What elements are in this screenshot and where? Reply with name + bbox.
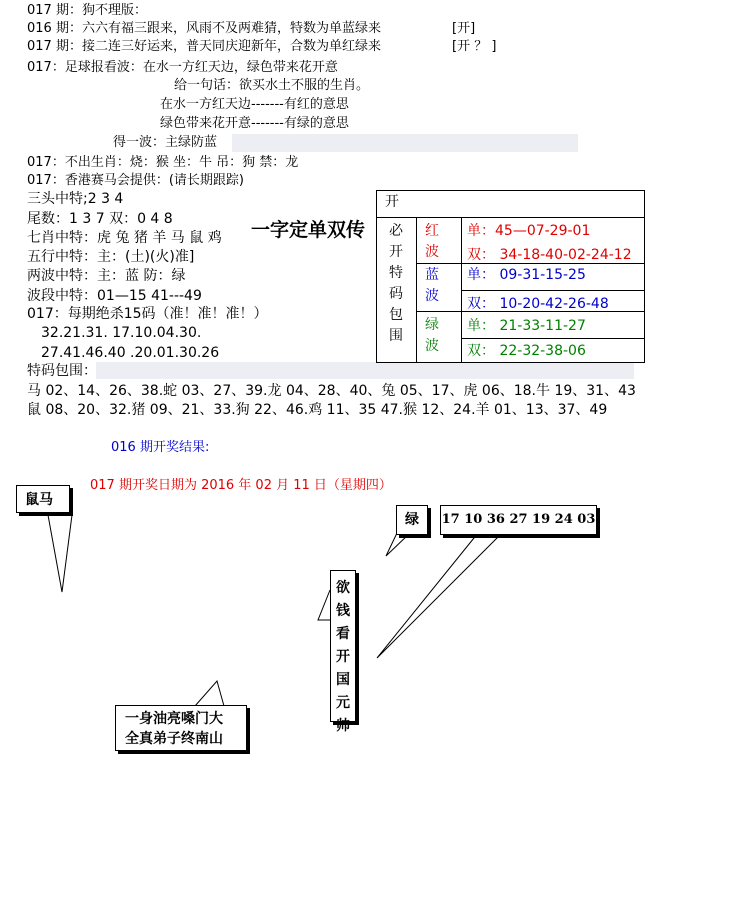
bu-chu-shengxiao: 017：不出生肖：烧：猴 坐：牛 吊：狗 禁：龙 [27, 155, 299, 170]
zodiac-numbers-row-1: 马 02、14、26、38.蛇 03、27、39.龙 04、28、40、兔 05、17、虎 06、18.牛 19、31、43 [27, 383, 636, 399]
callout-shu-ma: 鼠马 [16, 485, 70, 513]
issue-016-tag: [开] [452, 21, 476, 36]
callout-numbers: 17 10 36 27 19 24 03 [440, 505, 597, 535]
boduan-prediction: 波段中特：01—15 41---49 [27, 288, 202, 304]
blue-wave-label: 蓝波 [425, 267, 439, 304]
blue-single-numbers: 单： 09-31-15-25 [467, 267, 586, 283]
jue-sha-row-1: 32.21.31. 17.10.04.30. [41, 325, 202, 341]
wuxing-prediction: 五行中特：主：(土)(火)准] [27, 249, 195, 265]
jue-sha-title: 017：每期绝杀15码（准！准！准！） [27, 306, 268, 322]
issue-title: 017 期：狗不理版： [27, 3, 147, 18]
table-header: 开 [385, 194, 399, 210]
santou-prediction: 三头中特;2 3 4 [27, 191, 124, 207]
issue-016-riddle: 016 期：六六有福三跟来，风雨不及两难猜，特数为单蓝绿来 [27, 21, 381, 36]
poem-line-2: 全真弟子终南山 [125, 731, 223, 747]
football-line-1: 017：足球报看波：在水一方红天边，绿色带来花开意 [27, 60, 338, 75]
weishu-prediction: 尾数：1 3 7 双：0 4 8 [27, 211, 173, 227]
green-wave-label: 绿波 [425, 317, 439, 354]
vertical-label: 必开特码包围 [389, 223, 403, 344]
red-single-numbers: 单：45—07-29-01 [467, 223, 591, 239]
football-line-3: 在水一方红天边-------有红的意思 [160, 97, 349, 112]
results-016-label: 016 期开奖结果: [111, 440, 210, 455]
hk-jockey-line: 017：香港赛马会提供：(请长期跟踪) [27, 173, 244, 188]
poem-line-1: 一身油亮嗓门大 [125, 711, 223, 727]
qixiao-prediction: 七肖中特：虎 兔 猪 羊 马 鼠 鸡 [27, 230, 222, 246]
blue-double-numbers: 双： 10-20-42-26-48 [467, 296, 609, 312]
issue-017-tag: [开 ？ ] [452, 39, 497, 54]
zodiac-numbers-row-2: 鼠 08、20、32.猪 09、21、33.狗 22、46.鸡 11、35 47.猴 12、24.羊 01、13、37、49 [27, 402, 608, 418]
tema-baowei-label: 特码包围： [27, 363, 97, 379]
red-double-numbers: 双： 34-18-40-02-24-12 [467, 247, 632, 263]
football-line-4: 绿色带来花开意-------有绿的意思 [160, 116, 349, 131]
issue-017-riddle: 017 期：接二连三好运来，普天同庆迎新年，合数为单红绿来 [27, 39, 381, 54]
big-title: 一字定单双传 [250, 219, 365, 241]
callout-lv: 绿 [396, 505, 428, 535]
callout-vertical-riddle: 欲钱看开国元帅 [330, 570, 356, 722]
red-wave-label: 红波 [425, 223, 439, 260]
liangbo-prediction: 两波中特：主：蓝 防：绿 [27, 268, 186, 284]
green-single-numbers: 单： 21-33-11-27 [467, 318, 586, 334]
football-line-5: 得一波：主绿防蓝 [113, 135, 218, 150]
callout-poem [115, 705, 247, 751]
draw-date-017: 017 期开奖日期为 2016 年 02 月 11 日（星期四） [90, 478, 392, 493]
green-double-numbers: 双： 22-32-38-06 [467, 343, 586, 359]
football-line-2: 给一句话：欲买水土不服的生肖。 [174, 78, 370, 93]
jue-sha-row-2: 27.41.46.40 .20.01.30.26 [41, 345, 220, 361]
